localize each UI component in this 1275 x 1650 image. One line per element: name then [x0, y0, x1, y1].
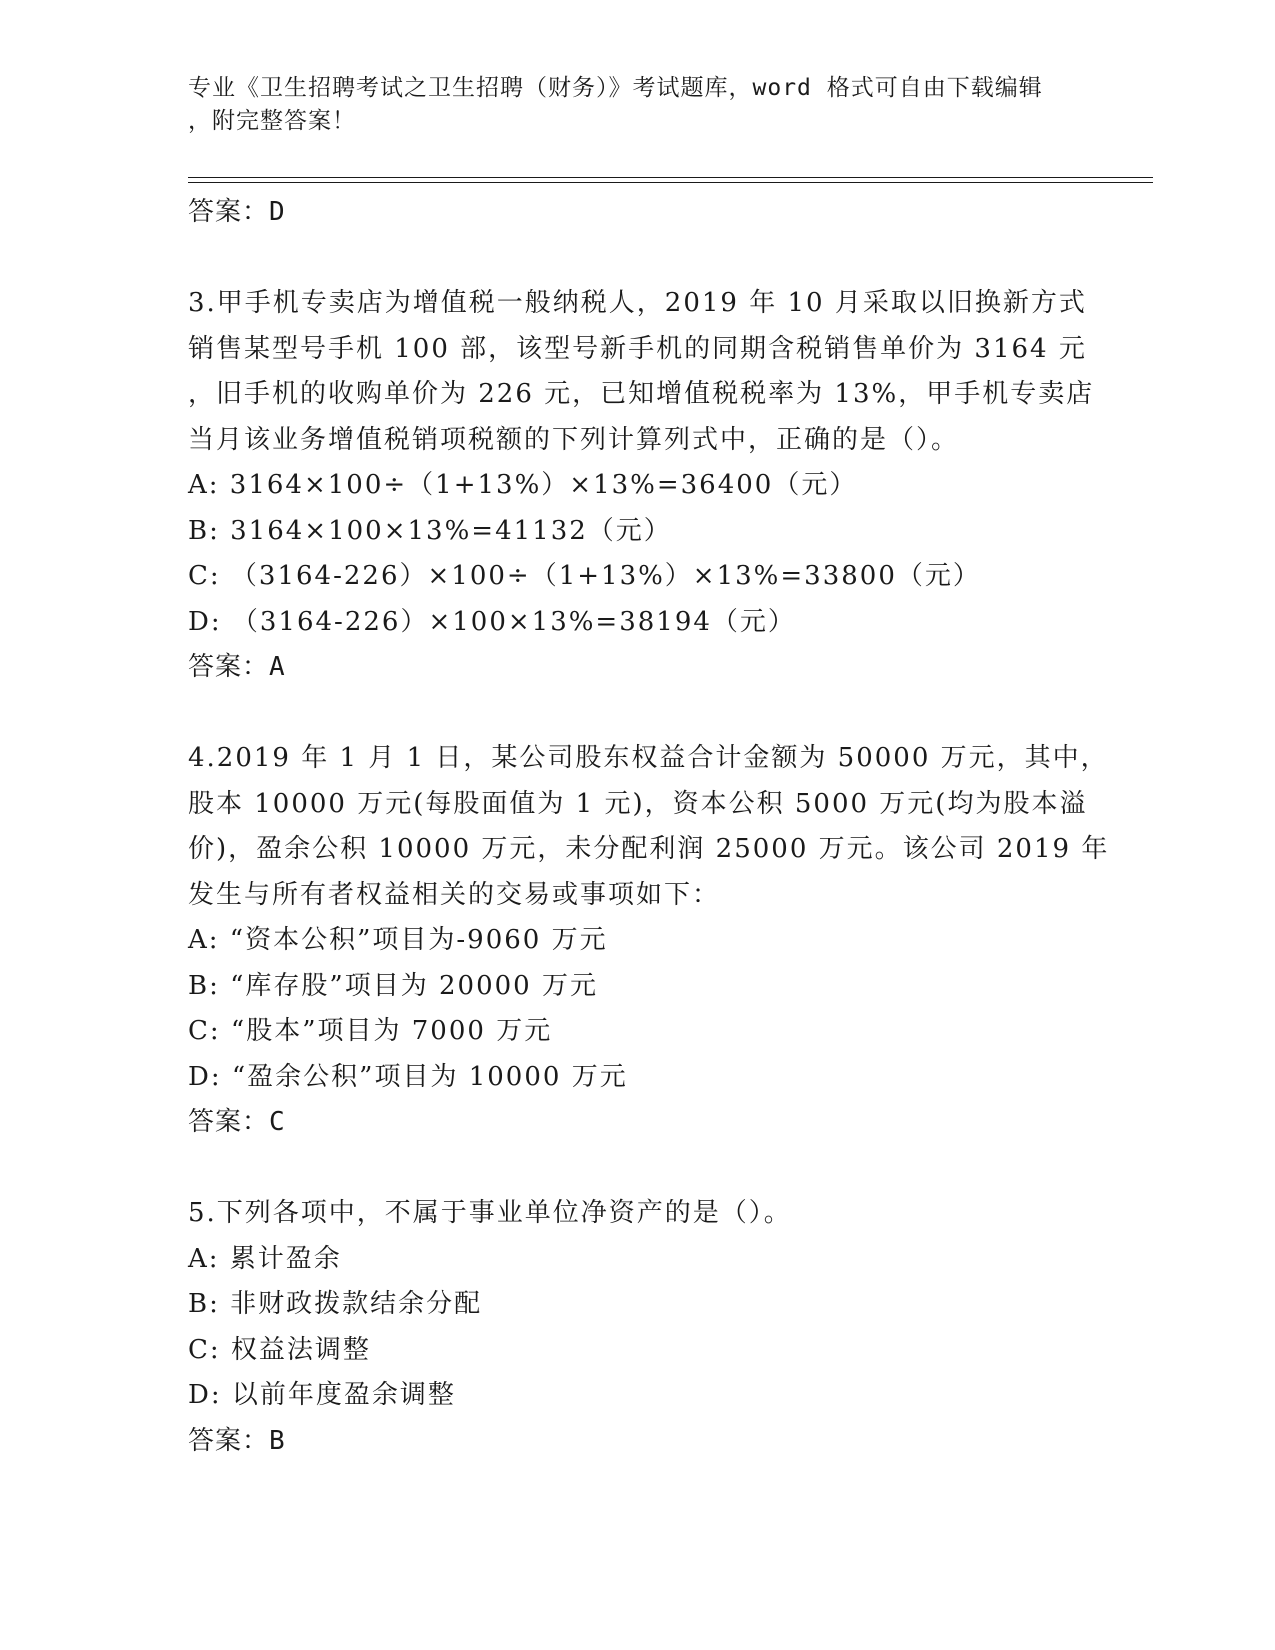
question-stem-line: 5.下列各项中，不属于事业单位净资产的是（）。: [188, 1198, 792, 1228]
header-divider-top: [188, 177, 1153, 178]
question-stem-line: 价)，盈余公积 10000 万元，未分配利润 25000 万元。该公司 2019 年: [188, 834, 1110, 864]
question-5: [188, 1191, 1088, 1464]
question-stem-line: 4.2019 年 1 月 1 日，某公司股东权益合计金额为 50000 万元，其中，: [188, 743, 1109, 773]
header-line-1: 专业《卫生招聘考试之卫生招聘（财务）》考试题库，word 格式可自由下载编辑: [188, 75, 1043, 101]
option-a: A: “资本公积”项目为-9060 万元: [188, 925, 608, 955]
option-c: C: 权益法调整: [188, 1334, 371, 1365]
question-stem-line: ，旧手机的收购单价为 226 元，已知增值税税率为 13%，甲手机专卖店: [188, 379, 1095, 409]
spacer: [188, 691, 1088, 737]
spacer: [188, 1146, 1088, 1192]
option-d: D: “盈余公积”项目为 10000 万元: [188, 1061, 628, 1092]
question-stem-line: 发生与所有者权益相关的交易或事项如下：: [188, 879, 721, 910]
question-4: [188, 736, 1110, 1146]
answer-previous: 答案：D: [188, 197, 286, 227]
spacer: [188, 236, 1088, 282]
answer: 答案：C: [188, 1107, 286, 1137]
answer: 答案：A: [188, 652, 286, 682]
option-d: D: （3164-226）×100×13%=38194（元）: [188, 606, 796, 637]
option-b: B: “库存股”项目为 20000 万元: [188, 970, 598, 1001]
option-a: A: 3164×100÷（1+13%）×13%=36400（元）: [188, 470, 858, 500]
question-stem-line: 当月该业务增值税销项税额的下列计算列式中，正确的是（）。: [188, 424, 960, 455]
question-stem-line: 股本 10000 万元(每股面值为 1 元)，资本公积 5000 万元(均为股本溢: [188, 788, 1088, 819]
option-b: B: 非财政拨款结余分配: [188, 1289, 483, 1319]
answer: 答案：B: [188, 1425, 286, 1456]
question-stem-line: 3.甲手机专卖店为增值税一般纳税人，2019 年 10 月采取以旧换新方式: [188, 288, 1087, 318]
option-a: A: 累计盈余: [188, 1243, 342, 1274]
header-divider-bottom: [188, 182, 1153, 183]
question-3: [188, 281, 1095, 691]
question-list: [188, 190, 1110, 1464]
option-c: C: （3164-226）×100÷（1+13%）×13%=33800（元）: [188, 561, 981, 591]
option-d: D: 以前年度盈余调整: [188, 1380, 456, 1410]
option-c: C: “股本”项目为 7000 万元: [188, 1016, 553, 1046]
option-b: B: 3164×100×13%=41132（元）: [188, 515, 672, 546]
page-header: [188, 72, 1088, 138]
header-line-2: ，附完整答案！: [188, 108, 356, 134]
question-stem-line: 销售某型号手机 100 部，该型号新手机的同期含税销售单价为 3164 元: [188, 333, 1087, 364]
